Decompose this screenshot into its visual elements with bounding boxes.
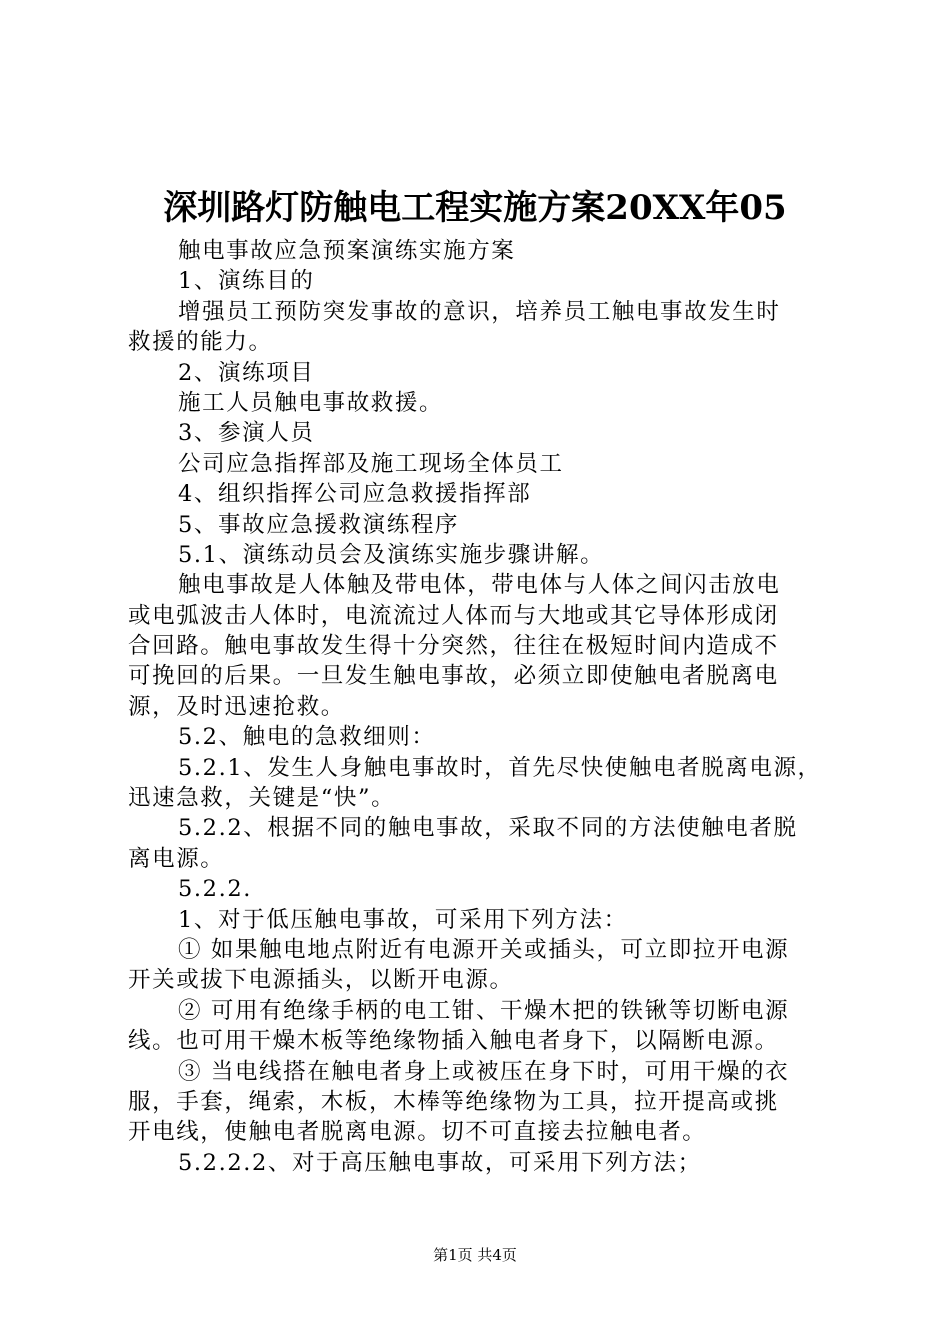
paragraph-line: 公司应急指挥部及施工现场全体员工 [178,450,564,477]
paragraph-line: 可挽回的后果。一旦发生触电事故，必须立即使触电者脱离电 [128,663,779,690]
paragraph-line: 1、对于低压触电事故，可采用下列方法： [178,906,628,933]
paragraph-line: 5.1、演练动员会及演练实施步骤讲解。 [178,541,605,568]
paragraph-line: 施工人员触电事故救援。 [178,389,444,416]
paragraph-line: 5.2.2、根据不同的触电事故，采取不同的方法使触电者脱 [178,815,798,842]
paragraph-line: 增强员工预防突发事故的意识，培养员工触电事故发生时 [178,298,781,325]
paragraph-line: ① 如果触电地点附近有电源开关或插头，可立即拉开电源 [178,936,790,963]
paragraph-line: 救援的能力。 [128,329,273,356]
paragraph-line: 线。也可用干燥木板等绝缘物插入触电者身下，以隔断电源。 [128,1028,779,1055]
paragraph-line: 2、演练项目 [178,359,315,386]
paragraph-line: 服，手套，绳索，木板，木棒等绝缘物为工具，拉开提高或挑 [128,1088,779,1115]
paragraph-line: 触电事故是人体触及带电体，带电体与人体之间闪击放电 [178,572,781,599]
document-body [128,236,828,1178]
paragraph-line: 3、参演人员 [178,420,315,447]
paragraph-line: 5.2.2.2、对于高压触电事故，可采用下列方法； [178,1149,702,1176]
paragraph-line: 1、演练目的 [178,268,315,295]
paragraph-line: 开关或拔下电源插头，以断开电源。 [128,967,514,994]
paragraph-line: ② 可用有绝缘手柄的电工钳、干燥木把的铁锹等切断电源 [178,997,790,1024]
paragraph-line: 迅速急救，关键是“快”。 [128,785,396,812]
paragraph-line: 离电源。 [128,845,225,872]
document-title: 深圳路灯防触电工程实施方案20XX年05 [163,188,787,228]
paragraph-line: 源，及时迅速抢救。 [128,693,345,720]
paragraph-line: 开电线，使触电者脱离电源。切不可直接去拉触电者。 [128,1119,707,1146]
paragraph-line: 触电事故应急预案演练实施方案 [178,238,516,264]
paragraph-line: ③ 当电线搭在触电者身上或被压在身下时，可用干燥的衣 [178,1058,790,1085]
paragraph-line: 5.2.1、发生人身触电事故时，首先尽快使触电者脱离电源， [178,754,822,781]
paragraph-line: 或电弧波击人体时，电流流过人体而与大地或其它导体形成闭 [128,602,779,629]
page-footer: 第1页 共4页 [433,1246,517,1264]
paragraph-line: 合回路。触电事故发生得十分突然，往往在极短时间内造成不 [128,633,779,660]
paragraph-line: 4、组织指挥公司应急救援指挥部 [178,481,532,508]
paragraph-line: 5、事故应急援救演练程序 [178,511,460,538]
paragraph-line: 5.2、触电的急救细则： [178,724,436,751]
paragraph-line: 5.2.2. [178,876,253,903]
